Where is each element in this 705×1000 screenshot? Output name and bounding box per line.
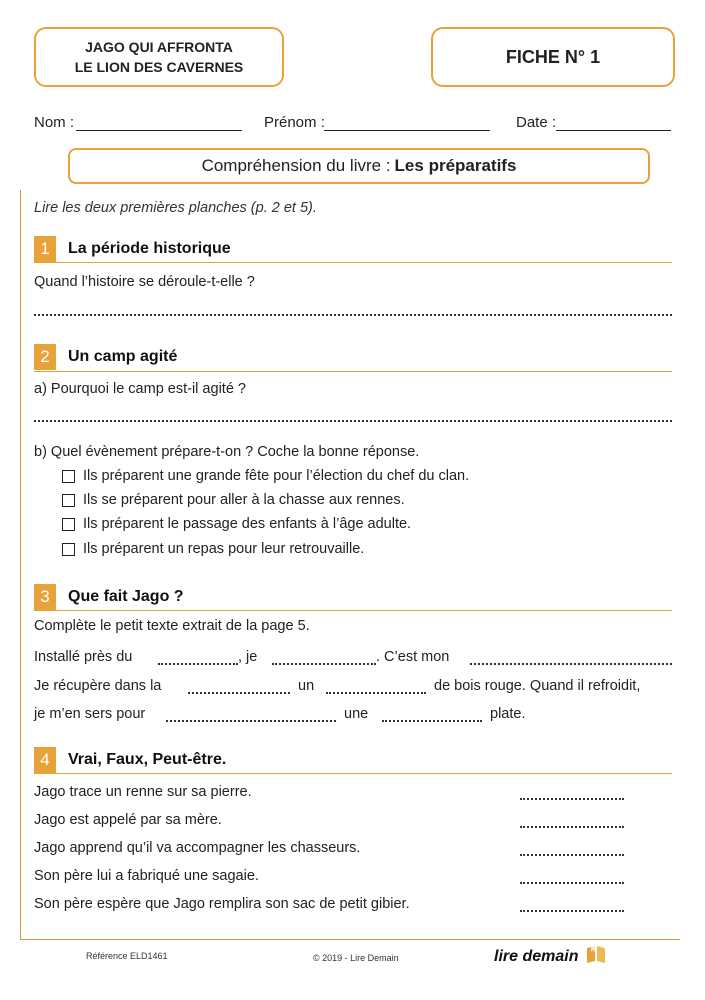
- text-line-2b: un: [298, 678, 315, 694]
- section-3-title: Que fait Jago ?: [68, 588, 184, 605]
- left-margin-line: [20, 190, 21, 940]
- prenom-label: Prénom :: [264, 114, 325, 131]
- book-title-box: [34, 27, 284, 87]
- section-3-rule: [34, 610, 672, 611]
- section-4-title: Vrai, Faux, Peut-être.: [68, 751, 227, 768]
- blank-1[interactable]: [158, 663, 238, 665]
- checkbox-option-2[interactable]: [62, 494, 75, 507]
- text-line-3c: plate.: [490, 706, 526, 722]
- blank-7[interactable]: [382, 720, 482, 722]
- answer-line-1[interactable]: [34, 314, 672, 316]
- option-2-label: Ils se préparent pour aller à la chasse aux rennes.: [83, 492, 405, 508]
- text-line-3b: une: [344, 706, 369, 722]
- section-3-intro: Complète le petit texte extrait de la page 5.: [34, 618, 310, 634]
- reading-instruction: Lire les deux premières planches (p. 2 et 5).: [34, 200, 317, 216]
- book-title-line1: JAGO QUI AFFRONTA: [85, 39, 233, 55]
- blank-2[interactable]: [272, 663, 376, 665]
- book-title-line2: LE LION DES CAVERNES: [74, 59, 244, 75]
- comprehension-banner: [68, 148, 650, 184]
- blank-5[interactable]: [326, 692, 426, 694]
- logo-text: lire demain: [494, 948, 579, 965]
- blank-3[interactable]: [470, 663, 672, 665]
- comprehension-prefix: Compréhension du livre :: [201, 156, 391, 175]
- statement-2-answer[interactable]: [520, 826, 624, 828]
- section-1-question: Quand l’histoire se déroule-t-elle ?: [34, 274, 255, 290]
- prenom-field[interactable]: [324, 130, 490, 131]
- section-1-rule: [34, 262, 672, 263]
- checkbox-option-3[interactable]: [62, 518, 75, 531]
- text-line-3a: je m’en sers pour: [34, 706, 146, 722]
- date-label: Date :: [516, 114, 557, 131]
- section-1-title: La période historique: [68, 240, 231, 257]
- footer-copyright: © 2019 - Lire Demain: [313, 953, 399, 963]
- option-1-label: Ils préparent une grande fête pour l’élection du chef du clan.: [83, 468, 470, 484]
- section-1-number: 1: [34, 236, 56, 262]
- lire-demain-logo: [494, 944, 607, 966]
- blank-6[interactable]: [166, 720, 336, 722]
- section-4-number: 4: [34, 747, 56, 773]
- fiche-number-box: [431, 27, 675, 87]
- section-2-title: Un camp agité: [68, 348, 178, 365]
- statement-1-answer[interactable]: [520, 798, 624, 800]
- option-4-label: Ils préparent un repas pour leur retrouvaille.: [83, 541, 365, 557]
- checkbox-option-1[interactable]: [62, 470, 75, 483]
- section-4-rule: [34, 773, 672, 774]
- footer-rule: [20, 939, 680, 940]
- section-2-rule: [34, 371, 672, 372]
- statement-4-answer[interactable]: [520, 882, 624, 884]
- blank-4[interactable]: [188, 692, 290, 694]
- text-line-1a: Installé près du: [34, 649, 133, 665]
- answer-line-2a[interactable]: [34, 420, 672, 422]
- comprehension-topic: Les préparatifs: [394, 156, 517, 175]
- text-line-2a: Je récupère dans la: [34, 678, 162, 694]
- text-line-1c: . C’est mon: [376, 649, 450, 665]
- section-2-question-b: b) Quel évènement prépare-t-on ? Coche la bonne réponse.: [34, 444, 420, 460]
- fiche-number: FICHE N° 1: [505, 46, 601, 67]
- statement-2: Jago est appelé par sa mère.: [34, 812, 222, 828]
- date-field[interactable]: [556, 130, 671, 131]
- statement-5-answer[interactable]: [520, 910, 624, 912]
- section-2-number: 2: [34, 344, 56, 370]
- statement-4: Son père lui a fabriqué une sagaie.: [34, 868, 259, 884]
- section-2-question-a: a) Pourquoi le camp est-il agité ?: [34, 381, 246, 397]
- statement-5: Son père espère que Jago remplira son sac de petit gibier.: [34, 896, 410, 912]
- section-3-number: 3: [34, 584, 56, 610]
- option-3-label: Ils préparent le passage des enfants à l’âge adulte.: [83, 516, 412, 532]
- statement-1: Jago trace un renne sur sa pierre.: [34, 784, 252, 800]
- statement-3-answer[interactable]: [520, 854, 624, 856]
- book-icon: [585, 944, 607, 964]
- text-line-1b: , je: [238, 649, 258, 665]
- footer-reference: Référence ELD1461: [86, 951, 168, 961]
- text-line-2c: de bois rouge. Quand il refroidit,: [434, 678, 641, 694]
- checkbox-option-4[interactable]: [62, 543, 75, 556]
- nom-label: Nom :: [34, 114, 75, 131]
- nom-field[interactable]: [76, 130, 242, 131]
- statement-3: Jago apprend qu’il va accompagner les chasseurs.: [34, 840, 361, 856]
